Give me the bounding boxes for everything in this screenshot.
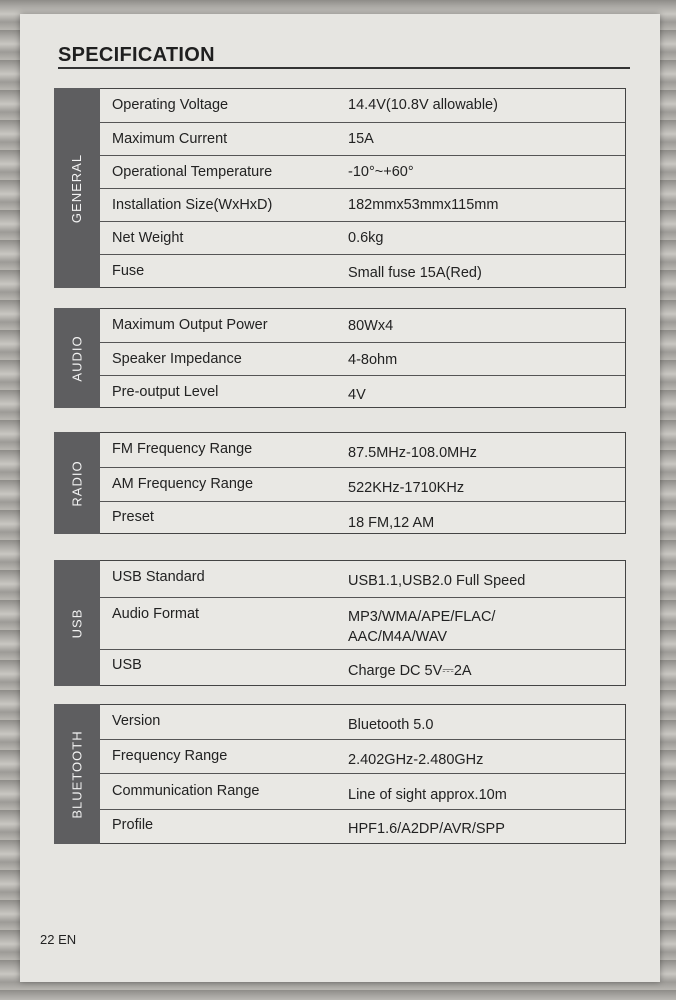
spec-value: 4V (348, 387, 366, 403)
spec-row (100, 122, 625, 156)
spec-row (100, 809, 625, 846)
section-usb-label: USB (69, 608, 85, 638)
section-general-table (100, 88, 626, 288)
spec-value: 4-8ohm (348, 352, 398, 368)
spec-label: USB (112, 657, 142, 673)
spec-row (100, 649, 625, 688)
spec-label: Installation Size(WxHxD) (112, 197, 273, 213)
spec-label: AM Frequency Range (112, 476, 254, 492)
spec-value: 80Wx4 (348, 318, 394, 334)
spec-value: Charge DC 5V⎓2A (348, 663, 472, 679)
spec-value: 0.6kg (348, 230, 384, 246)
section-general-tab (54, 88, 100, 288)
section-usb (54, 560, 626, 686)
spec-label: Preset (112, 509, 154, 525)
spec-row (100, 467, 625, 502)
spec-row (100, 433, 625, 467)
spec-label: Version (112, 713, 161, 729)
spec-label: Net Weight (112, 230, 184, 246)
spec-value: -10°~+60° (348, 164, 414, 180)
title-underline (58, 67, 630, 69)
section-radio-table (100, 432, 626, 534)
spec-label: FM Frequency Range (112, 441, 253, 457)
spec-value: 182mmx53mmx115mm (348, 197, 499, 213)
spec-row (100, 309, 625, 342)
section-radio-tab (54, 432, 100, 534)
spec-row (100, 188, 625, 222)
spec-label: Maximum Output Power (112, 317, 268, 333)
page-title: SPECIFICATION (58, 44, 215, 66)
spec-row (100, 705, 625, 739)
section-bluetooth-label: BLUETOOTH (69, 729, 85, 819)
spec-value: Small fuse 15A(Red) (348, 265, 482, 281)
spec-row (100, 501, 625, 536)
spec-value: 87.5MHz-108.0MHz (348, 445, 477, 461)
spec-label: Speaker Impedance (112, 351, 242, 367)
spec-row (100, 561, 625, 597)
spec-value: MP3/WMA/APE/FLAC/ (348, 609, 496, 625)
spec-row (100, 254, 625, 288)
spec-row (100, 375, 625, 409)
spec-row (100, 739, 625, 774)
spec-value: 18 FM,12 AM (348, 515, 435, 531)
section-audio-table (100, 308, 626, 408)
section-bluetooth (54, 704, 626, 844)
section-audio (54, 308, 626, 408)
spec-row (100, 342, 625, 376)
spec-value: HPF1.6/A2DP/AVR/SPP (348, 821, 505, 837)
spec-value: 522KHz-1710KHz (348, 480, 465, 496)
section-radio (54, 432, 626, 534)
spec-label: Frequency Range (112, 748, 228, 764)
section-usb-table (100, 560, 626, 686)
spec-label: Operating Voltage (112, 97, 229, 113)
spec-value: USB1.1,USB2.0 Full Speed (348, 573, 526, 589)
spec-label: Fuse (112, 263, 145, 279)
spec-row (100, 221, 625, 255)
section-usb-tab (54, 560, 100, 686)
section-radio-label: RADIO (69, 459, 85, 507)
spec-row (100, 597, 625, 650)
spec-value: Line of sight approx.10m (348, 787, 507, 803)
spec-value: Bluetooth 5.0 (348, 717, 434, 733)
section-general (54, 88, 626, 288)
section-audio-tab (54, 308, 100, 408)
spec-label: USB Standard (112, 569, 205, 585)
spec-row (100, 773, 625, 810)
section-general-label: GENERAL (69, 153, 85, 223)
section-audio-label: AUDIO (69, 334, 85, 382)
spec-row (100, 89, 625, 122)
spec-label: Maximum Current (112, 131, 228, 147)
spec-value: 15A (348, 131, 374, 147)
spec-value: 2.402GHz-2.480GHz (348, 752, 484, 768)
spec-value: 14.4V(10.8V allowable) (348, 97, 498, 113)
spec-label: Profile (112, 817, 154, 833)
spec-label: Communication Range (112, 783, 260, 799)
spec-label: Pre-output Level (112, 384, 219, 400)
manual-page (20, 14, 660, 982)
spec-label: Audio Format (112, 606, 200, 622)
spec-row (100, 155, 625, 189)
section-bluetooth-tab (54, 704, 100, 844)
section-bluetooth-table (100, 704, 626, 844)
spec-value-continued: AAC/M4A/WAV (348, 629, 448, 645)
page-number: 22 EN (40, 932, 77, 947)
spec-label: Operational Temperature (112, 164, 273, 180)
